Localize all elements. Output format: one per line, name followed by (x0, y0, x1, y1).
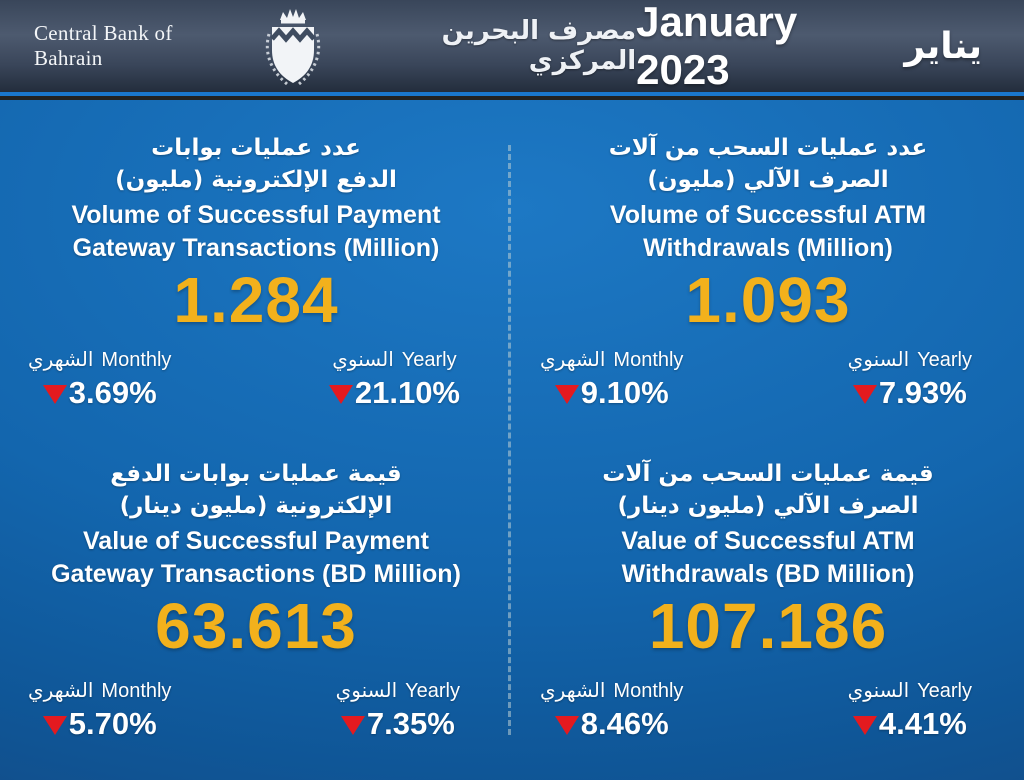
report-period (636, 0, 990, 94)
period-english: January 2023 (636, 0, 798, 93)
card-title-english: Volume of Successful Payment Gateway Transactions (Million) (71, 201, 441, 262)
cbb-emblem-icon (262, 6, 324, 86)
monthly-change (28, 347, 171, 411)
down-arrow-icon (555, 716, 579, 735)
monthly-label: الشهري Monthly (540, 346, 684, 371)
card-value-payment-gateway (0, 440, 512, 780)
yearly-label: السنوي Yearly (335, 677, 460, 702)
card-title-arabic: عدد عمليات بوابات الدفع الإلكترونية (مليون) (115, 135, 397, 193)
card-title-english: Value of Successful ATM Withdrawals (BD Million) (621, 527, 915, 588)
down-arrow-icon (329, 385, 353, 404)
down-arrow-icon (853, 385, 877, 404)
change-row (0, 678, 512, 742)
metric-value: 1.093 (685, 264, 851, 337)
yearly-value: 21.10% (329, 375, 460, 411)
down-arrow-icon (43, 385, 67, 404)
yearly-change (848, 347, 972, 411)
card-title-english: Volume of Successful ATM Withdrawals (Million) (609, 201, 927, 262)
yearly-change (329, 347, 460, 411)
card-title-arabic: قيمة عمليات بوابات الدفع الإلكترونية (مليون دينار) (110, 461, 402, 519)
card-value-atm-withdrawals (512, 440, 1024, 780)
card-title-english: Value of Successful Payment Gateway Transactions (BD Million) (51, 527, 461, 588)
card-title-arabic: قيمة عمليات السحب من آلات الصرف الآلي (مليون دينار) (602, 461, 934, 519)
yearly-value: 4.41% (853, 706, 967, 742)
yearly-change (336, 678, 460, 742)
monthly-value: 8.46% (555, 706, 669, 742)
down-arrow-icon (43, 716, 67, 735)
monthly-change (540, 347, 683, 411)
stats-grid (0, 100, 1024, 780)
monthly-change (540, 678, 683, 742)
metric-value: 1.284 (173, 264, 339, 337)
monthly-value: 9.10% (555, 375, 669, 411)
change-row (0, 347, 512, 411)
header-bar (0, 0, 1024, 96)
yearly-value: 7.35% (341, 706, 455, 742)
monthly-change (28, 678, 171, 742)
metric-value: 107.186 (648, 590, 888, 663)
period-arabic: يناير (904, 25, 982, 67)
change-row (512, 347, 1024, 411)
monthly-value: 5.70% (43, 706, 157, 742)
monthly-label: الشهري Monthly (540, 677, 684, 702)
change-row (512, 678, 1024, 742)
yearly-label: السنوي Yearly (847, 346, 972, 371)
bank-name-english: Central Bank of Bahrain (34, 21, 173, 70)
down-arrow-icon (341, 716, 365, 735)
card-volume-atm-withdrawals (512, 100, 1024, 440)
card-volume-payment-gateway (0, 100, 512, 440)
card-title-arabic: عدد عمليات السحب من آلات الصرف الآلي (مليون) (608, 135, 928, 193)
down-arrow-icon (853, 716, 877, 735)
monthly-value: 3.69% (43, 375, 157, 411)
yearly-value: 7.93% (853, 375, 967, 411)
monthly-label: الشهري Monthly (28, 346, 172, 371)
yearly-change (848, 678, 972, 742)
metric-value: 63.613 (155, 590, 357, 663)
down-arrow-icon (555, 385, 579, 404)
yearly-label: السنوي Yearly (847, 677, 972, 702)
monthly-label: الشهري Monthly (28, 677, 172, 702)
stats-body (0, 100, 1024, 780)
yearly-label: السنوي Yearly (332, 346, 457, 371)
bank-name-arabic-calligraphy: مصرف البحرين المركزي (441, 16, 637, 76)
